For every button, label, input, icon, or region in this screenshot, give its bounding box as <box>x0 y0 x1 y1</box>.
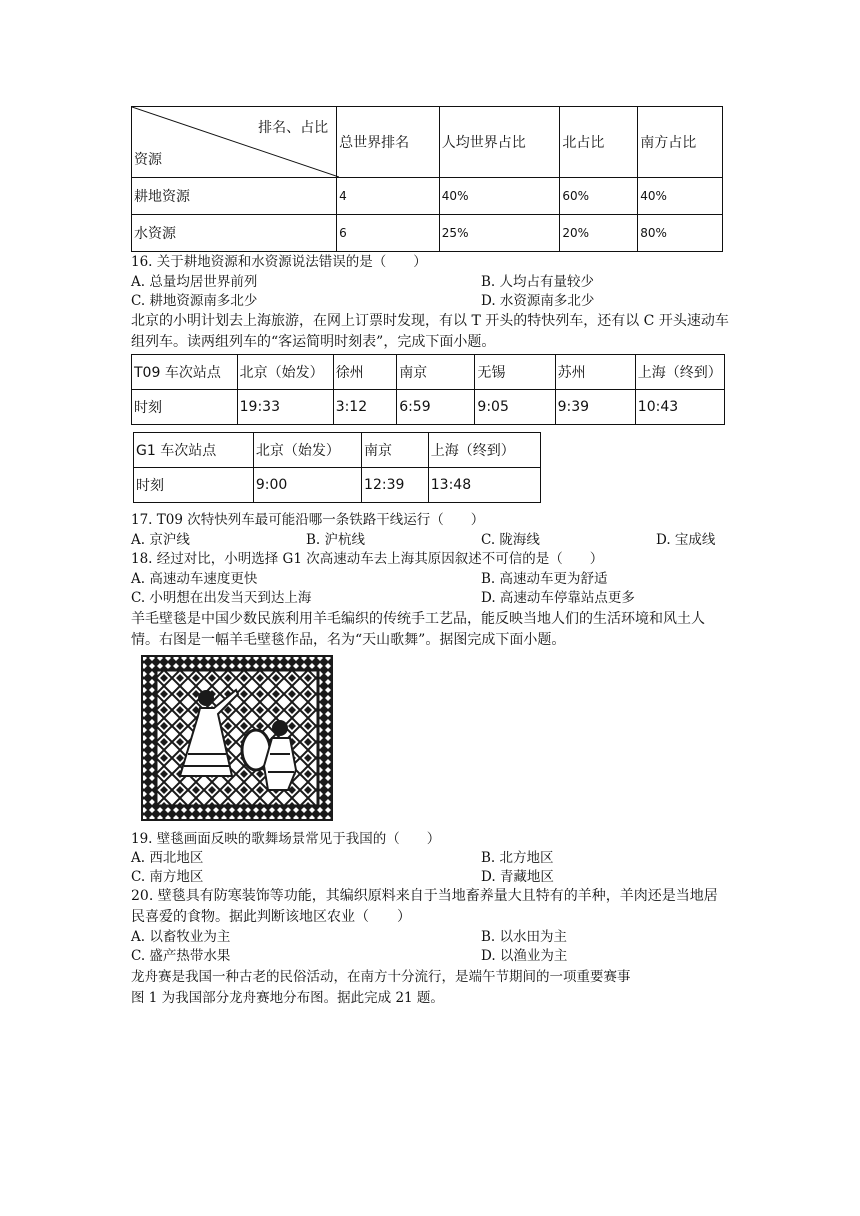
cell: 60% <box>560 178 638 215</box>
row-label: 时刻 <box>132 390 238 425</box>
carpet-intro: 羊毛壁毯是中国少数民族利用羊毛编织的传统手工艺品，能反映当地人们的生活环境和风土人情。右图是一幅羊毛壁毯作品，名为“天山歌舞”。据图完成下面小题。 <box>131 611 705 648</box>
t09-timetable <box>131 354 725 425</box>
q17-option-d: D. 宝成线 <box>656 532 716 548</box>
cell: 4 <box>337 178 440 215</box>
q16-option-a: A. 总量均居世界前列 <box>131 274 258 290</box>
row-label: 耕地资源 <box>132 178 337 215</box>
table-row <box>132 107 723 178</box>
cell: 25% <box>439 215 560 252</box>
table-row <box>132 355 725 390</box>
train-intro: 北京的小明计划去上海旅游，在网上订票时发现，有以 T 开头的特快列车，还有以 C 开头速动车组列车。读两组列车的“客运简明时刻表”，完成下面小题。 <box>131 313 729 350</box>
q17-option-b: B. 沪杭线 <box>306 532 366 548</box>
row-label: 水资源 <box>132 215 337 252</box>
cell: 6:59 <box>397 390 475 425</box>
corner-cell <box>132 107 337 178</box>
table-row <box>132 178 723 215</box>
q17-option-a: A. 京沪线 <box>131 532 190 548</box>
cell: 13:48 <box>428 468 540 503</box>
corner-top-label: 排名、占比 <box>258 120 329 136</box>
wool-carpet-image <box>140 654 336 824</box>
q18-option-a: A. 高速动车速度更快 <box>131 571 258 587</box>
g1-timetable <box>133 432 541 503</box>
q20-stem: 20. 壁毯具有防寒装饰等功能，其编织原料来自于当地畜养量大且特有的羊种，羊肉还是当地居民喜爱的食物。据此判断该地区农业（ ） <box>131 888 718 925</box>
cell: 10:43 <box>635 390 724 425</box>
q18-option-d: D. 高速动车停靠站点更多 <box>481 590 635 606</box>
q19-option-d: D. 青藏地区 <box>481 869 554 885</box>
header-cell: 无锡 <box>475 355 555 390</box>
header-cell: 南京 <box>397 355 475 390</box>
cell: 40% <box>638 178 723 215</box>
q17-stem: 17. T09 次特快列车最可能沿哪一条铁路干线运行（ ） <box>131 512 485 528</box>
table-row <box>132 215 723 252</box>
table-row <box>132 390 725 425</box>
header-cell: 北京（始发） <box>253 433 361 468</box>
header-cell: G1 车次站点 <box>134 433 254 468</box>
q16-option-c: C. 耕地资源南多北少 <box>131 293 258 309</box>
dragon-boat-instruction: 图 1 为我国部分龙舟赛地分布图。据此完成 21 题。 <box>131 990 444 1006</box>
q20-option-c: C. 盛产热带水果 <box>131 948 231 964</box>
q19-option-b: B. 北方地区 <box>481 850 554 866</box>
q17-option-c: C. 陇海线 <box>481 532 540 548</box>
cell: 80% <box>638 215 723 252</box>
header-cell: T09 车次站点 <box>132 355 238 390</box>
cell: 12:39 <box>362 468 429 503</box>
table-row <box>134 433 541 468</box>
q19-option-a: A. 西北地区 <box>131 850 204 866</box>
cell: 9:39 <box>555 390 635 425</box>
q20-option-a: A. 以畜牧业为主 <box>131 929 231 945</box>
row-label: 时刻 <box>134 468 254 503</box>
q18-stem: 18. 经过对比，小明选择 G1 次高速动车去上海其原因叙述不可信的是（ ） <box>131 551 604 567</box>
header-cell: 徐州 <box>333 355 397 390</box>
header-cell: 南京 <box>362 433 429 468</box>
header-cell: 苏州 <box>555 355 635 390</box>
header-cell: 上海（终到） <box>635 355 724 390</box>
cell: 40% <box>439 178 560 215</box>
q20-option-b: B. 以水田为主 <box>481 929 568 945</box>
q16-stem: 16. 关于耕地资源和水资源说法错误的是（ ） <box>131 254 427 270</box>
cell: 19:33 <box>237 390 333 425</box>
cell: 6 <box>337 215 440 252</box>
table-row <box>134 468 541 503</box>
cell: 9:00 <box>253 468 361 503</box>
q18-option-c: C. 小明想在出发当天到达上海 <box>131 590 312 606</box>
cell: 3:12 <box>333 390 397 425</box>
header-cell: 南方占比 <box>638 107 723 178</box>
q20-option-d: D. 以渔业为主 <box>481 948 568 964</box>
q16-option-d: D. 水资源南多北少 <box>481 293 595 309</box>
cell: 9:05 <box>475 390 555 425</box>
header-cell: 北占比 <box>560 107 638 178</box>
cell: 20% <box>560 215 638 252</box>
q18-option-b: B. 高速动车更为舒适 <box>481 571 608 587</box>
q16-option-b: B. 人均占有量较少 <box>481 274 595 290</box>
dragon-boat-intro: 龙舟赛是我国一种古老的民俗活动，在南方十分流行，是端午节期间的一项重要赛事 <box>131 969 631 985</box>
resource-table <box>131 106 723 252</box>
header-cell: 北京（始发） <box>237 355 333 390</box>
header-cell: 上海（终到） <box>428 433 540 468</box>
q19-stem: 19. 壁毯画面反映的歌舞场景常见于我国的（ ） <box>131 831 441 847</box>
q19-option-c: C. 南方地区 <box>131 869 204 885</box>
corner-bottom-label: 资源 <box>134 152 162 168</box>
header-cell: 人均世界占比 <box>439 107 560 178</box>
header-cell: 总世界排名 <box>337 107 440 178</box>
